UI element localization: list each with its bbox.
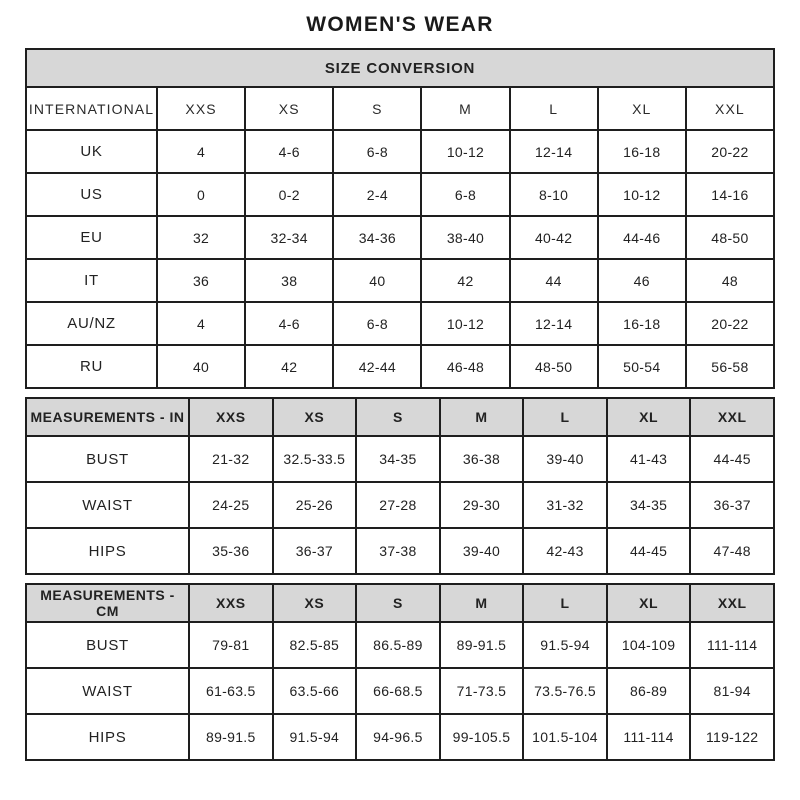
value-cell: 48-50 [510, 345, 598, 388]
measurements-in-table [25, 397, 775, 575]
value-cell: 99-105.5 [440, 714, 524, 760]
value-cell: 16-18 [598, 130, 686, 173]
value-cell: 111-114 [690, 622, 774, 668]
value-cell: 46 [598, 259, 686, 302]
value-cell: 39-40 [440, 528, 524, 574]
value-cell: 6-8 [333, 130, 421, 173]
row-label: HIPS [26, 714, 189, 760]
size-column-header: M [440, 398, 524, 436]
value-cell: 82.5-85 [273, 622, 357, 668]
value-cell: 86-89 [607, 668, 691, 714]
size-column-header: XS [273, 584, 357, 622]
row-label: WAIST [26, 482, 189, 528]
row-label: AU/NZ [26, 302, 157, 345]
table-row [26, 528, 774, 574]
value-cell: 42 [245, 345, 333, 388]
value-cell: 40 [157, 345, 245, 388]
value-cell: 4 [157, 130, 245, 173]
table-row [26, 436, 774, 482]
value-cell: 34-36 [333, 216, 421, 259]
value-cell: 48-50 [686, 216, 774, 259]
value-cell: 50-54 [598, 345, 686, 388]
size-column-header: S [356, 584, 440, 622]
table-row [26, 482, 774, 528]
row-label: US [26, 173, 157, 216]
table-row [26, 216, 774, 259]
value-cell: 42-44 [333, 345, 421, 388]
column-header-row [26, 584, 774, 622]
value-cell: 111-114 [607, 714, 691, 760]
value-cell: 48 [686, 259, 774, 302]
value-cell: 0 [157, 173, 245, 216]
value-cell: 42 [421, 259, 509, 302]
table-row [26, 345, 774, 388]
value-cell: 89-91.5 [189, 714, 273, 760]
value-cell: 14-16 [686, 173, 774, 216]
value-cell: 36-37 [690, 482, 774, 528]
table-header: MEASUREMENTS - CM [26, 584, 189, 622]
size-column-header: XS [245, 87, 333, 130]
value-cell: 4 [157, 302, 245, 345]
value-cell: 119-122 [690, 714, 774, 760]
table-row [26, 302, 774, 345]
value-cell: 91.5-94 [523, 622, 607, 668]
row-label: BUST [26, 436, 189, 482]
table-row [26, 668, 774, 714]
value-cell: 25-26 [273, 482, 357, 528]
size-column-header: S [356, 398, 440, 436]
column-header-row [26, 398, 774, 436]
value-cell: 79-81 [189, 622, 273, 668]
value-cell: 42-43 [523, 528, 607, 574]
value-cell: 101.5-104 [523, 714, 607, 760]
value-cell: 46-48 [421, 345, 509, 388]
value-cell: 4-6 [245, 130, 333, 173]
value-cell: 32-34 [245, 216, 333, 259]
value-cell: 40 [333, 259, 421, 302]
size-column-header: L [523, 398, 607, 436]
size-column-header: S [333, 87, 421, 130]
value-cell: 6-8 [421, 173, 509, 216]
size-column-header: XL [598, 87, 686, 130]
measurements-cm-table [25, 583, 775, 761]
value-cell: 61-63.5 [189, 668, 273, 714]
value-cell: 31-32 [523, 482, 607, 528]
value-cell: 36 [157, 259, 245, 302]
value-cell: 34-35 [356, 436, 440, 482]
value-cell: 40-42 [510, 216, 598, 259]
value-cell: 36-37 [273, 528, 357, 574]
table-row [26, 714, 774, 760]
row-label: WAIST [26, 668, 189, 714]
value-cell: 12-14 [510, 302, 598, 345]
size-column-header: M [440, 584, 524, 622]
size-column-header: XXL [690, 584, 774, 622]
value-cell: 44-45 [607, 528, 691, 574]
value-cell: 44-45 [690, 436, 774, 482]
value-cell: 4-6 [245, 302, 333, 345]
value-cell: 10-12 [598, 173, 686, 216]
row-label: RU [26, 345, 157, 388]
size-column-header: M [421, 87, 509, 130]
value-cell: 34-35 [607, 482, 691, 528]
value-cell: 20-22 [686, 302, 774, 345]
value-cell: 71-73.5 [440, 668, 524, 714]
table-header: MEASUREMENTS - IN [26, 398, 189, 436]
row-label: BUST [26, 622, 189, 668]
value-cell: 35-36 [189, 528, 273, 574]
row-label: EU [26, 216, 157, 259]
size-column-header: XXS [189, 584, 273, 622]
value-cell: 81-94 [690, 668, 774, 714]
value-cell: 6-8 [333, 302, 421, 345]
value-cell: 104-109 [607, 622, 691, 668]
table-row [26, 173, 774, 216]
column-header-row [26, 87, 774, 130]
size-column-header: XL [607, 584, 691, 622]
size-column-header: XL [607, 398, 691, 436]
value-cell: 24-25 [189, 482, 273, 528]
value-cell: 56-58 [686, 345, 774, 388]
table-banner-row [26, 49, 774, 87]
value-cell: 20-22 [686, 130, 774, 173]
value-cell: 32.5-33.5 [273, 436, 357, 482]
value-cell: 73.5-76.5 [523, 668, 607, 714]
page-title: WOMEN'S WEAR [306, 13, 494, 36]
table-row [26, 259, 774, 302]
value-cell: 0-2 [245, 173, 333, 216]
value-cell: 47-48 [690, 528, 774, 574]
size-conversion-table [25, 48, 775, 389]
value-cell: 29-30 [440, 482, 524, 528]
value-cell: 10-12 [421, 302, 509, 345]
row-label: HIPS [26, 528, 189, 574]
value-cell: 63.5-66 [273, 668, 357, 714]
table-row [26, 130, 774, 173]
corner-label: INTERNATIONAL [26, 87, 157, 130]
table-banner: SIZE CONVERSION [26, 49, 774, 87]
value-cell: 37-38 [356, 528, 440, 574]
size-column-header: XXS [157, 87, 245, 130]
row-label: IT [26, 259, 157, 302]
table-row [26, 622, 774, 668]
value-cell: 66-68.5 [356, 668, 440, 714]
size-column-header: XXL [686, 87, 774, 130]
value-cell: 86.5-89 [356, 622, 440, 668]
size-column-header: XXS [189, 398, 273, 436]
value-cell: 38-40 [421, 216, 509, 259]
value-cell: 89-91.5 [440, 622, 524, 668]
value-cell: 39-40 [523, 436, 607, 482]
value-cell: 21-32 [189, 436, 273, 482]
value-cell: 44-46 [598, 216, 686, 259]
value-cell: 12-14 [510, 130, 598, 173]
value-cell: 2-4 [333, 173, 421, 216]
value-cell: 16-18 [598, 302, 686, 345]
value-cell: 94-96.5 [356, 714, 440, 760]
size-column-header: L [523, 584, 607, 622]
value-cell: 91.5-94 [273, 714, 357, 760]
size-column-header: XXL [690, 398, 774, 436]
row-label: UK [26, 130, 157, 173]
size-column-header: XS [273, 398, 357, 436]
value-cell: 36-38 [440, 436, 524, 482]
value-cell: 27-28 [356, 482, 440, 528]
value-cell: 8-10 [510, 173, 598, 216]
value-cell: 38 [245, 259, 333, 302]
value-cell: 32 [157, 216, 245, 259]
value-cell: 41-43 [607, 436, 691, 482]
size-column-header: L [510, 87, 598, 130]
value-cell: 44 [510, 259, 598, 302]
value-cell: 10-12 [421, 130, 509, 173]
